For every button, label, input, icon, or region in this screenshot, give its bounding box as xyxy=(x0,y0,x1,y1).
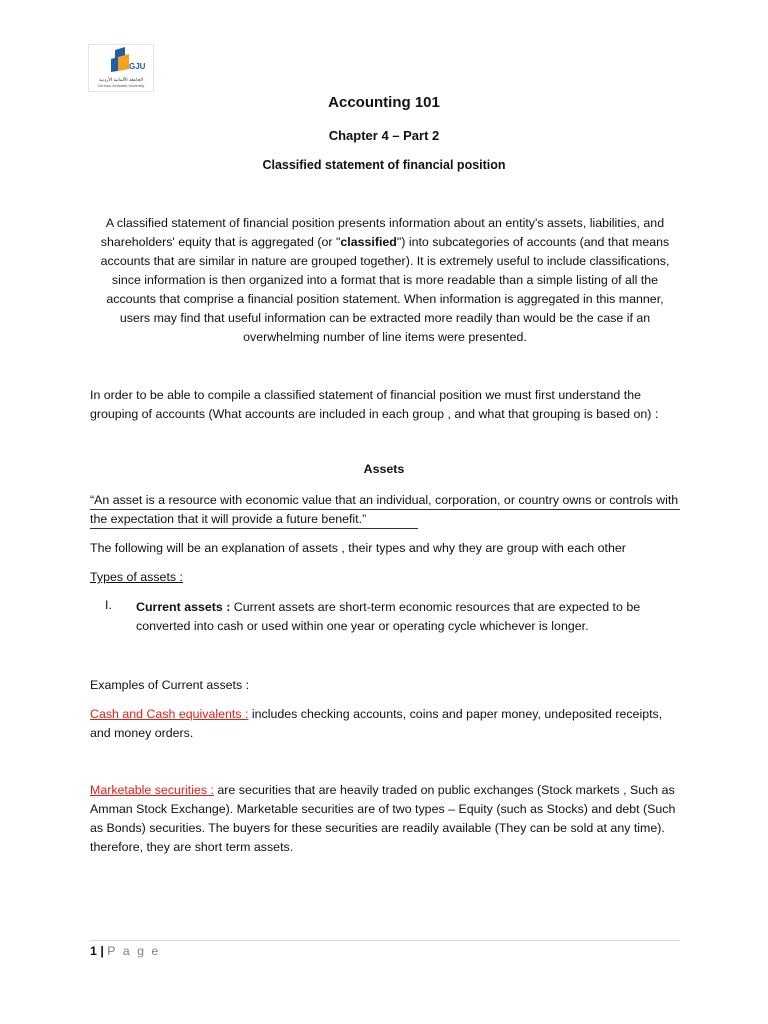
quote-underline-1 xyxy=(90,509,680,510)
intro-text-b: ") into subcategories of accounts (and that means accounts that are similar in nature are grouped together). It is extremely useful to include classifications, since information is then organized into a format that is more readable than a simple listing of all the accounts that comprise a financial position statement. When information is aggregated in this manner, users may find that useful information can be extracted more readily than would be the case if an overwhelming number of line items were presented. xyxy=(100,235,670,344)
examples-label: Examples of Current assets : xyxy=(90,678,250,692)
intro-paragraph xyxy=(90,214,680,347)
logo-text: GJU xyxy=(129,62,146,71)
page-label: P a g e xyxy=(107,944,161,958)
intro-text-a: A classified statement of financial position presents information about an entity's assets, liabilities, and shareholders' equity that is aggregated (or " xyxy=(100,216,665,249)
types-of-assets-label: Types of assets : xyxy=(90,570,183,584)
grouping-paragraph: In order to be able to compile a classified statement of financial position we must first understand the grouping of accounts (What accounts are included in each group , and what that grouping is based on) : xyxy=(90,388,659,421)
list-numeral: I. xyxy=(105,598,112,612)
gju-logo xyxy=(88,44,154,92)
logo-arabic-text: الجامعة الألمانية الأردنية xyxy=(99,78,143,83)
intro-classified-term: classified xyxy=(340,235,397,249)
current-assets-item xyxy=(136,598,682,636)
marketable-securities-term: Marketable securities : xyxy=(90,783,214,797)
document-title: Accounting 101 xyxy=(328,94,440,111)
asset-definition-quote: “An asset is a resource with economic value that an individual, corporation, or country owns or controls with the expectation that it will provide a future benefit.” xyxy=(90,493,679,526)
quote-underline-2 xyxy=(90,528,418,529)
logo-english-text: German Jordanian University xyxy=(97,84,145,88)
page-number: 1 xyxy=(90,944,97,958)
current-assets-term: Current assets : xyxy=(136,600,231,614)
footer-separator: | xyxy=(100,944,104,958)
cash-definition: includes checking accounts, coins and paper money, undeposited receipts, and money orders. xyxy=(90,707,663,740)
current-assets-definition: Current assets are short-term economic resources that are expected to be converted into cash or used within one year or operating cycle whichever is longer. xyxy=(136,600,641,633)
footer-rule xyxy=(90,940,680,941)
assets-heading: Assets xyxy=(363,462,405,476)
assets-explanation: The following will be an explanation of assets , their types and why they are group with each other xyxy=(90,541,626,555)
page-footer xyxy=(90,944,160,958)
cash-paragraph xyxy=(90,705,680,743)
marketable-securities-definition: are securities that are heavily traded on public exchanges (Stock markets , Such as Amman Stock Exchange). Marketable securities are of two types – Equity (such as Stocks) and debt (Such as Bonds) securities. The buyers for these securities are readily available (They can be sold at any time). therefore, they are short term assets. xyxy=(90,783,676,854)
section-subtitle: Classified statement of financial position xyxy=(262,158,506,172)
chapter-heading: Chapter 4 – Part 2 xyxy=(328,128,440,143)
cash-term: Cash and Cash equivalents : xyxy=(90,707,249,721)
marketable-securities-paragraph xyxy=(90,781,680,857)
